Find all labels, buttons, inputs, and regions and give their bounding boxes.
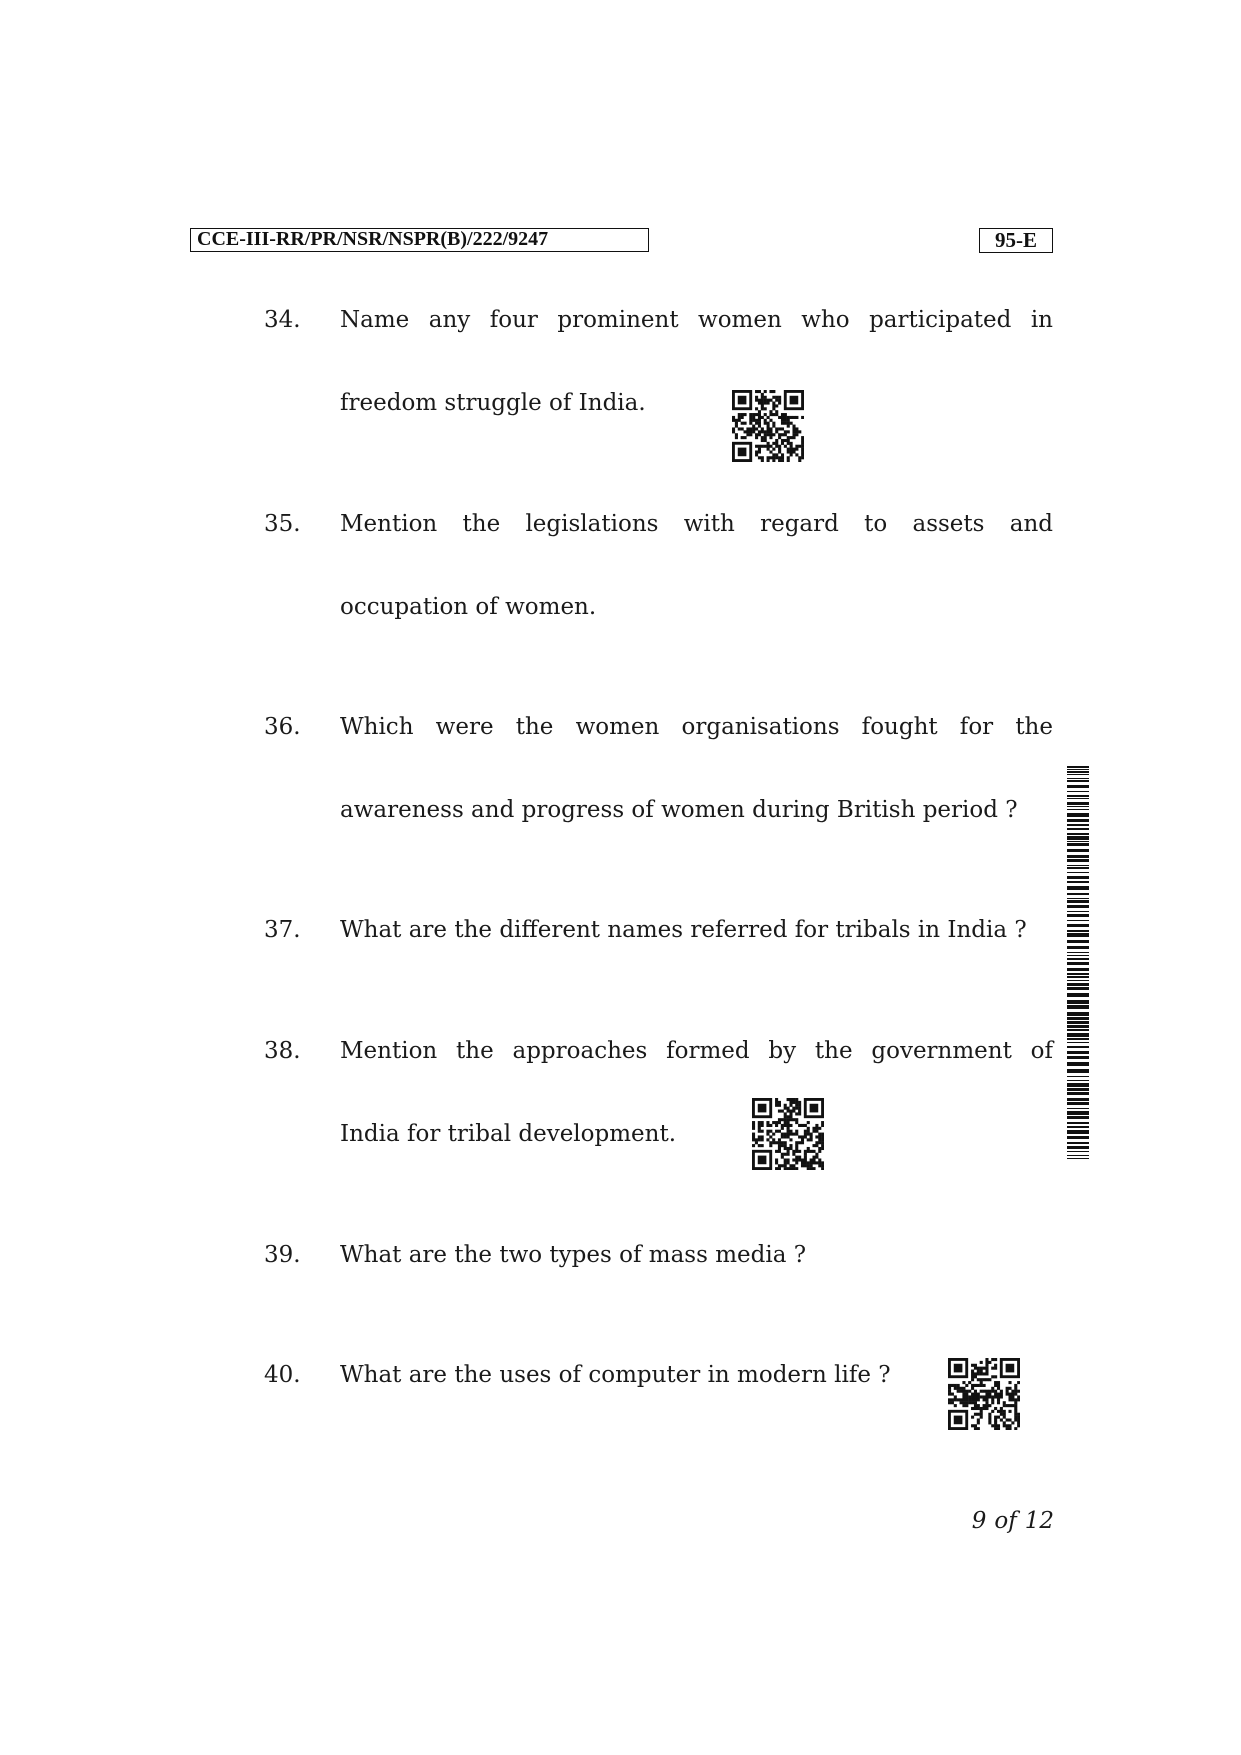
qr-code-icon	[752, 1098, 824, 1170]
page-total: 12	[1024, 1508, 1054, 1534]
question-number: 40.	[264, 1362, 301, 1388]
question-text: Mention the legislations with regard to assets and	[340, 511, 1053, 537]
question-number: 36.	[264, 714, 301, 740]
qr-code-icon	[948, 1358, 1020, 1430]
version-code: 95-E	[979, 228, 1053, 253]
question-text: Name any four prominent women who participated in	[340, 307, 1053, 333]
question-text: awareness and progress of women during British period ?	[340, 797, 1018, 823]
question-number: 37.	[264, 917, 301, 943]
question-text: freedom struggle of India.	[340, 390, 646, 416]
question-text: What are the uses of computer in modern life ?	[340, 1362, 891, 1388]
question-number: 34.	[264, 307, 301, 333]
page-of: of	[994, 1508, 1017, 1534]
page-number	[920, 1506, 1054, 1536]
question-number: 38.	[264, 1038, 301, 1064]
barcode-icon	[1067, 766, 1089, 1161]
question-number: 39.	[264, 1242, 301, 1268]
question-text: Mention the approaches formed by the government of	[340, 1038, 1053, 1064]
qr-code-icon	[732, 390, 804, 462]
page-current: 9	[971, 1508, 987, 1534]
question-text: What are the different names referred for tribals in India ?	[340, 917, 1027, 943]
question-number: 35.	[264, 511, 301, 537]
question-text: Which were the women organisations fought for the	[340, 714, 1053, 740]
question-text: India for tribal development.	[340, 1121, 677, 1147]
question-text: occupation of women.	[340, 594, 597, 620]
question-text: What are the two types of mass media ?	[340, 1242, 807, 1268]
paper-code: CCE-III-RR/PR/NSR/NSPR(B)/222/9247	[190, 228, 649, 252]
